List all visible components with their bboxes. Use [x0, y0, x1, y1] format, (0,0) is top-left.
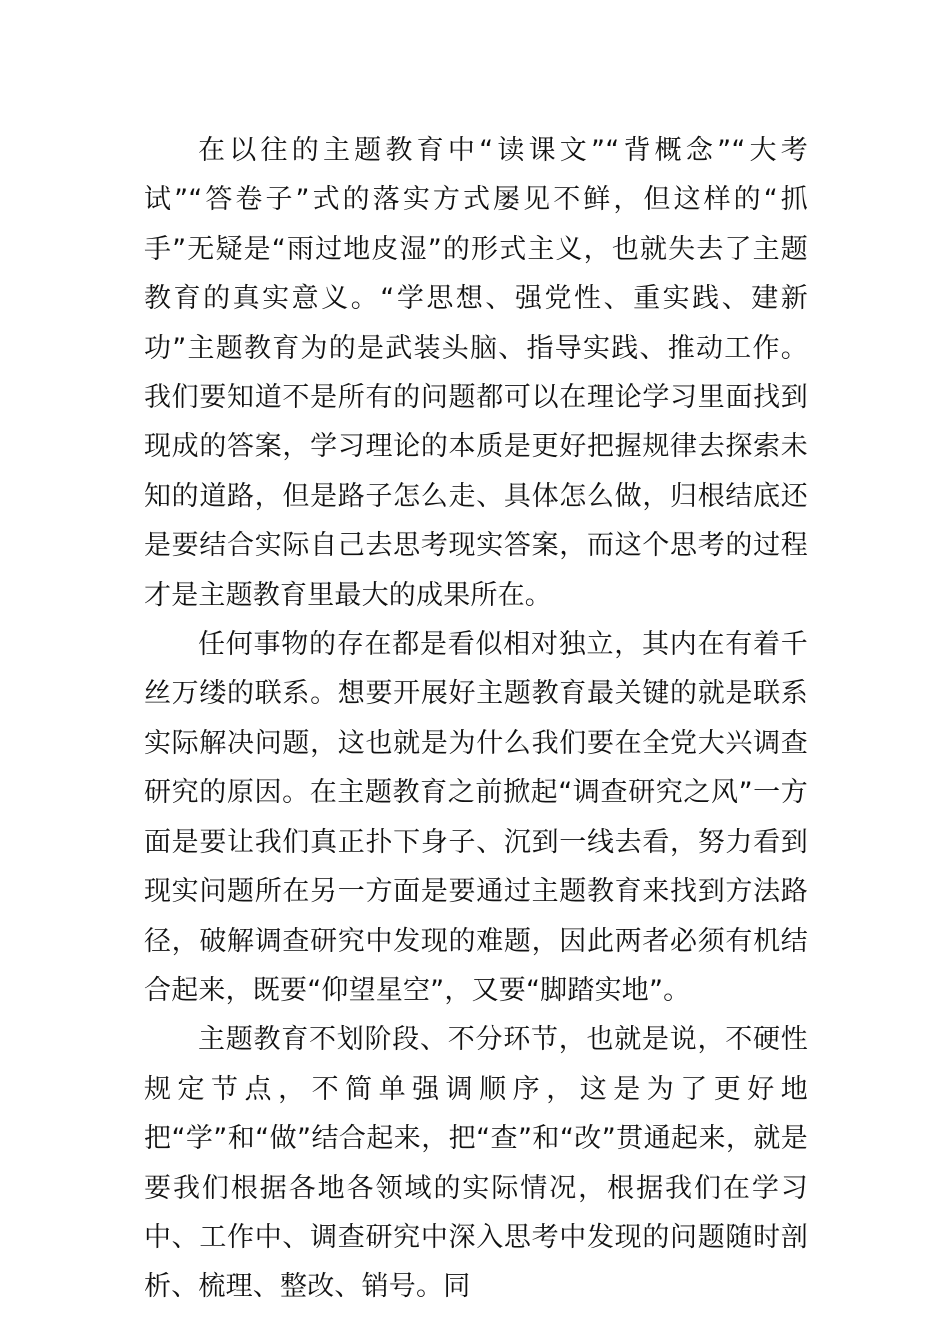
paragraph-2: 任何事物的存在都是看似相对独立，其内在有着千丝万缕的联系。想要开展好主题教育最关键的就是联系实际解决问题，这也就是为什么我们要在全党大兴调查研究的原因。在主题教育之前掀起“调查研究之风”一方面是要让我们真正扑下身子、沉到一线去看，努力看到现实问题所在另一方面是要通过主题教育来找到方法路径，破解调查研究中发现的难题，因此两者必须有机结合起来，既要“仰望星空”，又要“脚踏实地”。: [144, 629, 808, 1006]
paragraph-1: 在以往的主题教育中“读课文”“背概念”“大考试”“答卷子”式的落实方式屡见不鲜，但这样的“抓手”无疑是“雨过地皮湿”的形式主义，也就失去了主题教育的真实意义。“学思想、强党性、重实践、建新功”主题教育为的是武装头脑、指导实践、推动工作。我们要知道不是所有的问题都可以在理论学习里面找到现成的答案，学习理论的本质是更好把握规律去探索未知的道路，但是路子怎么走、具体怎么做，归根结底还是要结合实际自己去思考现实答案，而这个思考的过程才是主题教育里最大的成果所在。: [144, 135, 808, 611]
paragraph-3: 主题教育不划阶段、不分环节，也就是说，不硬性规定节点，不简单强调顺序，这是为了更好地把“学”和“做”结合起来，把“查”和“改”贯通起来，就是要我们根据各地各领域的实际情况，根据我们在学习中、工作中、调查研究中深入思考中发现的问题随时剖析、梳理、整改、销号。同: [144, 1024, 808, 1303]
document-body: [144, 126, 808, 1312]
